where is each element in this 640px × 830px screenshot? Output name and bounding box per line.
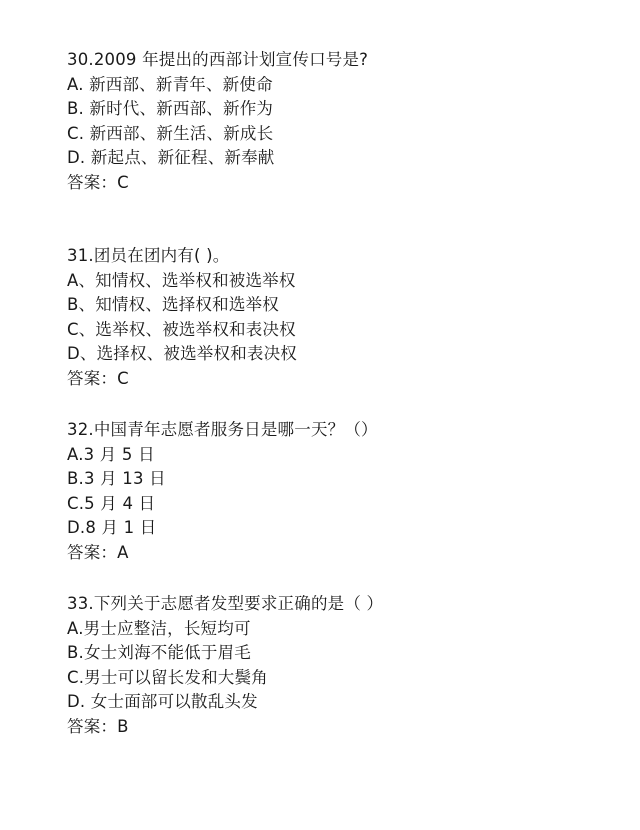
option-d: D.8 月 1 日 — [67, 518, 157, 538]
option-b: B.女士刘海不能低于眉毛 — [67, 643, 251, 663]
option-c: C. 新西部、新生活、新成长 — [67, 123, 274, 143]
question-stem: 31.团员在团内有( )。 — [67, 246, 230, 265]
question-32 — [67, 418, 627, 566]
answer-line: 答案：B — [67, 716, 129, 736]
question-30 — [67, 48, 627, 196]
option-c: C、选举权、被选举权和表决权 — [67, 319, 296, 339]
question-33 — [67, 592, 627, 740]
answer-line: 答案：C — [67, 368, 129, 388]
option-c: C.男士可以留长发和大鬓角 — [67, 667, 268, 687]
question-stem: 30.2009 年提出的西部计划宣传口号是? — [67, 50, 369, 69]
option-d: D. 女士面部可以散乱头发 — [67, 692, 258, 712]
option-a: A、知情权、选举权和被选举权 — [67, 270, 296, 290]
option-c: C.5 月 4 日 — [67, 493, 156, 513]
option-b: B、知情权、选择权和选举权 — [67, 295, 279, 315]
option-b: B.3 月 13 日 — [67, 469, 166, 489]
option-d: D. 新起点、新征程、新奉献 — [67, 148, 275, 168]
answer-line: 答案：C — [67, 172, 129, 192]
option-a: A.3 月 5 日 — [67, 444, 155, 464]
option-a: A.男士应整洁，长短均可 — [67, 618, 251, 638]
question-stem: 32.中国青年志愿者服务日是哪一天？（） — [67, 420, 378, 439]
option-b: B. 新时代、新西部、新作为 — [67, 99, 274, 119]
answer-line: 答案：A — [67, 542, 129, 562]
option-d: D、选择权、被选举权和表决权 — [67, 344, 298, 364]
option-a: A. 新西部、新青年、新使命 — [67, 74, 273, 94]
question-stem: 33.下列关于志愿者发型要求正确的是（ ） — [67, 594, 384, 613]
question-31 — [67, 244, 627, 392]
